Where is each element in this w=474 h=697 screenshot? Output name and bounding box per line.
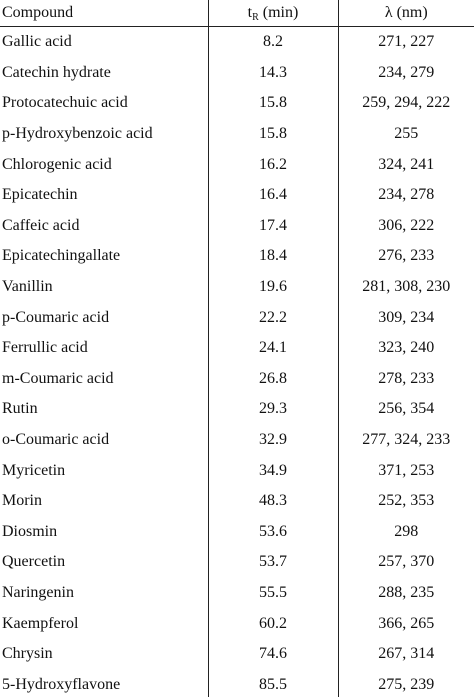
wavelength-cell: 275, 239 xyxy=(338,669,474,697)
table-header xyxy=(0,0,474,27)
wavelength-cell: 281, 308, 230 xyxy=(338,272,474,303)
header-compound: Compound xyxy=(0,0,208,27)
compound-cell: o-Coumaric acid xyxy=(2,431,110,449)
header-row xyxy=(0,0,474,27)
retention-time-cell: 16.2 xyxy=(208,149,338,180)
retention-time-cell: 16.4 xyxy=(208,180,338,211)
retention-time-cell: 14.3 xyxy=(208,58,338,89)
retention-time-cell: 17.4 xyxy=(208,211,338,242)
retention-time-cell: 60.2 xyxy=(208,608,338,639)
retention-time-cell: 85.5 xyxy=(208,669,338,697)
retention-time-cell: 26.8 xyxy=(208,364,338,395)
wavelength-cell: 323, 240 xyxy=(338,333,474,364)
compound-cell: Diosmin xyxy=(2,522,58,540)
compound-cell: 5-Hydroxyflavone xyxy=(2,675,121,693)
table-row xyxy=(0,394,474,425)
wavelength-cell: 371, 253 xyxy=(338,455,474,486)
wavelength-cell: 298 xyxy=(338,517,474,548)
wavelength-cell: 271, 227 xyxy=(338,27,474,58)
retention-time-cell: 8.2 xyxy=(208,27,338,58)
table-body xyxy=(0,27,474,697)
wavelength-cell: 276, 233 xyxy=(338,241,474,272)
table-row xyxy=(0,119,474,150)
retention-time-cell: 15.8 xyxy=(208,119,338,150)
table-row xyxy=(0,578,474,609)
compound-cell: Chrysin xyxy=(2,645,53,663)
compound-cell: Caffeic acid xyxy=(2,216,80,234)
header-tr-symbol: t xyxy=(247,3,253,21)
compound-cell: Gallic acid xyxy=(2,33,72,51)
table-row xyxy=(0,149,474,180)
retention-time-cell: 24.1 xyxy=(208,333,338,364)
wavelength-cell: 277, 324, 233 xyxy=(338,425,474,456)
table-row xyxy=(0,547,474,578)
compound-cell: Epicatechin xyxy=(2,186,78,204)
compound-cell: Ferrullic acid xyxy=(2,339,88,357)
header-tr-subscript: R xyxy=(252,11,259,23)
wavelength-cell: 256, 354 xyxy=(338,394,474,425)
wavelength-cell: 324, 241 xyxy=(338,149,474,180)
compound-cell: p-Coumaric acid xyxy=(2,308,110,326)
compound-cell: m-Coumaric acid xyxy=(2,369,114,387)
retention-time-cell: 53.7 xyxy=(208,547,338,578)
table-row xyxy=(0,364,474,395)
retention-time-cell: 19.6 xyxy=(208,272,338,303)
wavelength-cell: 255 xyxy=(338,119,474,150)
wavelength-cell: 309, 234 xyxy=(338,302,474,333)
header-retention-time xyxy=(208,0,338,27)
table-row xyxy=(0,241,474,272)
table-row xyxy=(0,58,474,89)
compound-cell: Vanillin xyxy=(2,278,53,296)
retention-time-cell: 15.8 xyxy=(208,88,338,119)
wavelength-cell: 257, 370 xyxy=(338,547,474,578)
retention-time-cell: 18.4 xyxy=(208,241,338,272)
wavelength-cell: 234, 278 xyxy=(338,180,474,211)
table-row xyxy=(0,669,474,697)
compound-cell: Rutin xyxy=(2,400,38,418)
compound-cell: Chlorogenic acid xyxy=(2,155,112,173)
table-row xyxy=(0,27,474,58)
header-wavelength: λ (nm) xyxy=(338,0,474,27)
wavelength-cell: 234, 279 xyxy=(338,58,474,89)
retention-time-cell: 74.6 xyxy=(208,639,338,670)
compound-cell: Kaempferol xyxy=(2,614,79,632)
table-row xyxy=(0,302,474,333)
table-row xyxy=(0,211,474,242)
retention-time-cell: 55.5 xyxy=(208,578,338,609)
header-tr-unit: (min) xyxy=(258,3,299,21)
retention-time-cell: 29.3 xyxy=(208,394,338,425)
compound-cell: Morin xyxy=(2,492,42,510)
table-row xyxy=(0,486,474,517)
table-row xyxy=(0,639,474,670)
retention-time-cell: 48.3 xyxy=(208,486,338,517)
wavelength-cell: 288, 235 xyxy=(338,578,474,609)
wavelength-cell: 259, 294, 222 xyxy=(338,88,474,119)
retention-time-cell: 34.9 xyxy=(208,455,338,486)
compound-cell: Quercetin xyxy=(2,553,66,571)
wavelength-cell: 278, 233 xyxy=(338,364,474,395)
retention-time-cell: 32.9 xyxy=(208,425,338,456)
retention-time-cell: 53.6 xyxy=(208,517,338,548)
compound-cell: p-Hydroxybenzoic acid xyxy=(2,125,153,143)
table-row xyxy=(0,608,474,639)
table-row xyxy=(0,425,474,456)
compound-cell: Epicatechingallate xyxy=(2,247,121,265)
compound-cell: Naringenin xyxy=(2,583,74,601)
wavelength-cell: 306, 222 xyxy=(338,211,474,242)
table-row xyxy=(0,333,474,364)
table-row xyxy=(0,455,474,486)
retention-time-cell: 22.2 xyxy=(208,302,338,333)
compound-cell: Catechin hydrate xyxy=(2,63,111,81)
table-row xyxy=(0,180,474,211)
compound-cell: Protocatechuic acid xyxy=(2,94,128,112)
table-row xyxy=(0,517,474,548)
table-row xyxy=(0,272,474,303)
wavelength-cell: 252, 353 xyxy=(338,486,474,517)
table-row xyxy=(0,88,474,119)
wavelength-cell: 366, 265 xyxy=(338,608,474,639)
compound-cell: Myricetin xyxy=(2,461,66,479)
wavelength-cell: 267, 314 xyxy=(338,639,474,670)
